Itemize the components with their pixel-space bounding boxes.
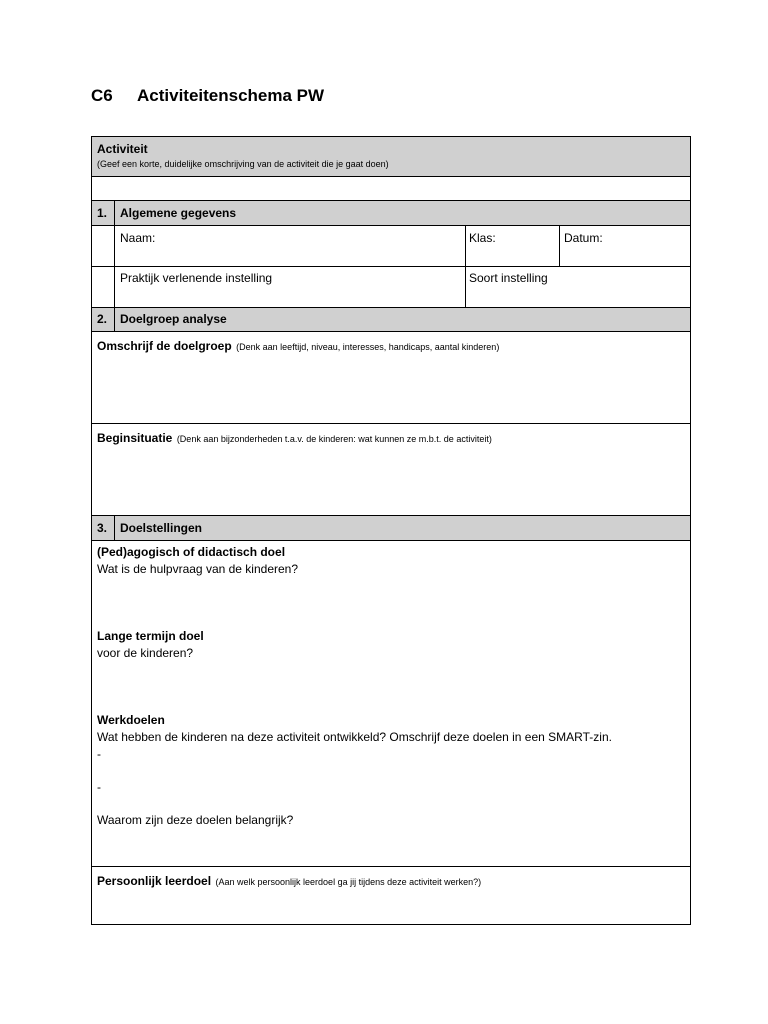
institution-type-field[interactable] bbox=[465, 267, 690, 307]
work-goals-label: Werkdoelen bbox=[97, 713, 165, 727]
section-3-header bbox=[92, 516, 690, 540]
section-3-title: Doelstellingen bbox=[120, 521, 203, 535]
activity-input[interactable] bbox=[92, 177, 690, 200]
start-situation-field[interactable] bbox=[92, 424, 690, 515]
goals-field[interactable] bbox=[92, 541, 690, 866]
activity-hint: (Geef een korte, duidelijke omschrijving van de activiteit die je gaat doen) bbox=[97, 159, 389, 169]
activity-header bbox=[92, 137, 690, 176]
name-label: Naam: bbox=[120, 231, 156, 245]
long-term-goal-question: voor de kinderen? bbox=[97, 646, 194, 660]
activity-form bbox=[91, 136, 691, 925]
target-group-hint: (Denk aan leeftijd, niveau, interesses, handicaps, aantal kinderen) bbox=[236, 342, 500, 352]
work-goals-question: Wat hebben de kinderen na deze activiteit ontwikkeld? Omschrijf deze doelen in een SMART-zin. bbox=[97, 730, 612, 744]
activity-label: Activiteit bbox=[97, 142, 148, 156]
institution-field[interactable] bbox=[115, 267, 465, 307]
start-situation-label: Beginsituatie bbox=[97, 431, 173, 445]
class-label: Klas: bbox=[469, 231, 496, 245]
section-1-title: Algemene gegevens bbox=[120, 206, 237, 220]
page-code: C6 bbox=[91, 86, 113, 105]
importance-question: Waarom zijn deze doelen belangrijk? bbox=[97, 813, 294, 827]
personal-goal-label: Persoonlijk leerdoel bbox=[97, 874, 212, 888]
long-term-goal-label: Lange termijn doel bbox=[97, 629, 204, 643]
section-1-header bbox=[92, 201, 690, 225]
section-3-number: 3. bbox=[97, 521, 108, 535]
pedagogic-goal-question: Wat is de hulpvraag van de kinderen? bbox=[97, 562, 299, 576]
institution-label: Praktijk verlenende instelling bbox=[120, 271, 273, 285]
date-field[interactable] bbox=[559, 226, 690, 266]
section-2-header bbox=[92, 308, 690, 331]
institution-type-label: Soort instelling bbox=[469, 271, 548, 285]
section-1-number: 1. bbox=[97, 206, 108, 220]
date-label: Datum: bbox=[564, 231, 603, 245]
work-goal-bullet-1: - bbox=[97, 747, 101, 761]
start-situation-hint: (Denk aan bijzonderheden t.a.v. de kinderen: wat kunnen ze m.b.t. de activiteit) bbox=[176, 434, 492, 444]
section-2-number: 2. bbox=[97, 312, 108, 326]
personal-goal-field[interactable] bbox=[92, 867, 690, 924]
name-field[interactable] bbox=[115, 226, 465, 266]
target-group-label: Omschrijf de doelgroep bbox=[97, 339, 232, 353]
class-field[interactable] bbox=[465, 226, 559, 266]
work-goal-bullet-2: - bbox=[97, 780, 101, 794]
page-title bbox=[91, 86, 324, 106]
page-title-text: Activiteitenschema PW bbox=[137, 86, 325, 105]
pedagogic-goal-label: (Ped)agogisch of didactisch doel bbox=[97, 545, 286, 559]
section-2-title: Doelgroep analyse bbox=[120, 312, 227, 326]
target-group-field[interactable] bbox=[92, 332, 690, 423]
personal-goal-hint: (Aan welk persoonlijk leerdoel ga jij tijdens deze activiteit werken?) bbox=[215, 877, 482, 887]
